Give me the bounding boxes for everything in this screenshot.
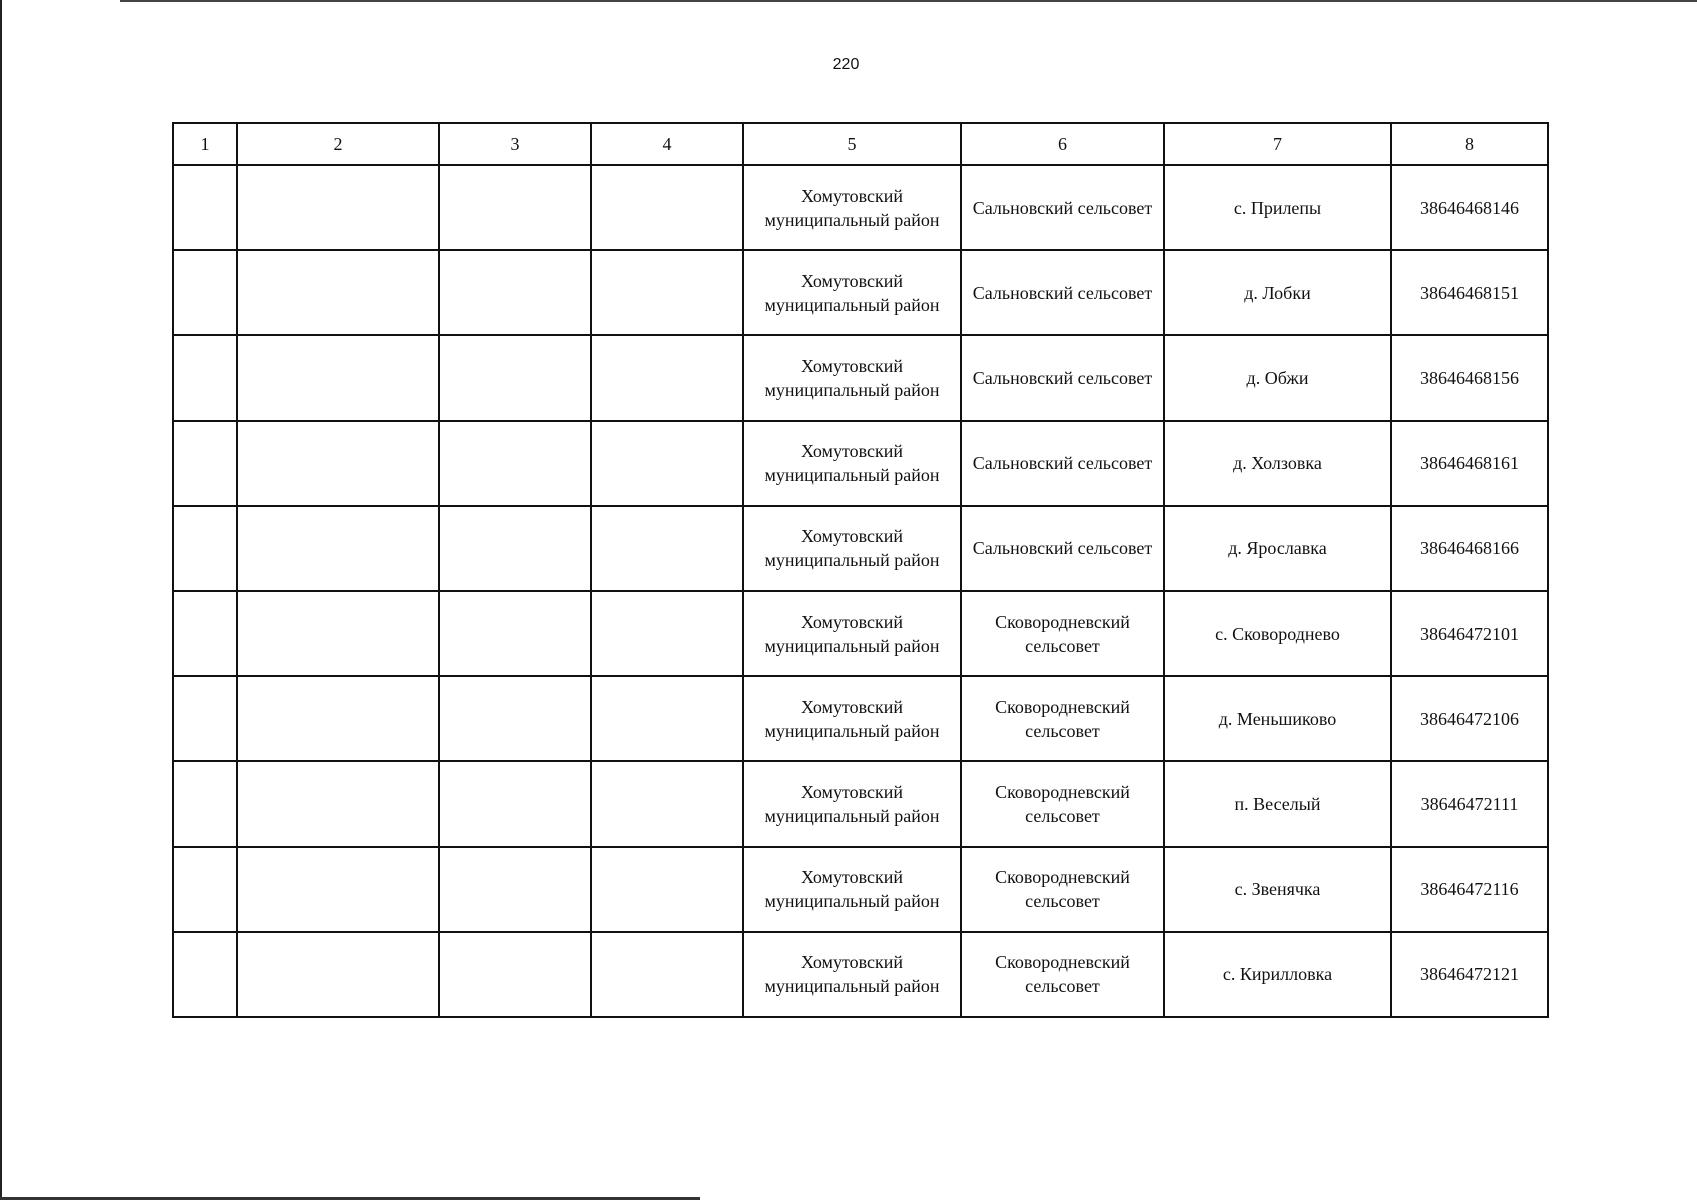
district-cell: Хомутовский муниципальный район (743, 335, 961, 420)
table-row (173, 847, 1548, 932)
header-row (173, 123, 1548, 165)
table-body (173, 165, 1548, 1017)
code-cell: 38646468146 (1391, 165, 1548, 250)
code-cell: 38646472116 (1391, 847, 1548, 932)
empty-cell (591, 165, 743, 250)
settlement-cell: п. Веселый (1164, 761, 1391, 846)
table-row (173, 506, 1548, 591)
council-cell: Сальновский сельсовет (961, 165, 1164, 250)
settlement-cell: д. Лобки (1164, 250, 1391, 335)
code-cell: 38646468161 (1391, 421, 1548, 506)
empty-cell (237, 676, 439, 761)
district-cell: Хомутовский муниципальный район (743, 165, 961, 250)
empty-cell (173, 506, 237, 591)
empty-cell (439, 847, 591, 932)
district-cell: Хомутовский муниципальный район (743, 506, 961, 591)
empty-cell (173, 591, 237, 676)
code-cell: 38646472101 (1391, 591, 1548, 676)
district-cell: Хомутовский муниципальный район (743, 932, 961, 1017)
settlement-cell: с. Кирилловка (1164, 932, 1391, 1017)
empty-cell (237, 761, 439, 846)
empty-cell (439, 676, 591, 761)
table-row (173, 250, 1548, 335)
code-cell: 38646468156 (1391, 335, 1548, 420)
empty-cell (237, 591, 439, 676)
empty-cell (237, 335, 439, 420)
table-header (173, 123, 1548, 165)
code-cell: 38646468151 (1391, 250, 1548, 335)
council-cell: Сковородневский сельсовет (961, 932, 1164, 1017)
empty-cell (173, 676, 237, 761)
empty-cell (237, 421, 439, 506)
table-row (173, 676, 1548, 761)
council-cell: Сальновский сельсовет (961, 335, 1164, 420)
council-cell: Сальновский сельсовет (961, 421, 1164, 506)
table-row (173, 932, 1548, 1017)
empty-cell (591, 250, 743, 335)
table-row (173, 591, 1548, 676)
council-cell: Сальновский сельсовет (961, 250, 1164, 335)
empty-cell (439, 165, 591, 250)
council-cell: Сковородневский сельсовет (961, 847, 1164, 932)
settlement-cell: с. Прилепы (1164, 165, 1391, 250)
column-header: 4 (591, 123, 743, 165)
column-header: 2 (237, 123, 439, 165)
empty-cell (173, 932, 237, 1017)
council-cell: Сальновский сельсовет (961, 506, 1164, 591)
council-cell: Сковородневский сельсовет (961, 676, 1164, 761)
empty-cell (237, 506, 439, 591)
empty-cell (591, 591, 743, 676)
register-table (172, 122, 1549, 1018)
district-cell: Хомутовский муниципальный район (743, 676, 961, 761)
page-number: 220 (832, 56, 860, 73)
table-row (173, 761, 1548, 846)
settlement-cell: д. Ярославка (1164, 506, 1391, 591)
column-header: 7 (1164, 123, 1391, 165)
empty-cell (591, 847, 743, 932)
council-cell: Сковородневский сельсовет (961, 591, 1164, 676)
empty-cell (173, 335, 237, 420)
empty-cell (439, 506, 591, 591)
district-cell: Хомутовский муниципальный район (743, 421, 961, 506)
table-row (173, 165, 1548, 250)
column-header: 6 (961, 123, 1164, 165)
table-row (173, 335, 1548, 420)
column-header: 1 (173, 123, 237, 165)
district-cell: Хомутовский муниципальный район (743, 591, 961, 676)
empty-cell (439, 761, 591, 846)
column-header: 3 (439, 123, 591, 165)
district-cell: Хомутовский муниципальный район (743, 847, 961, 932)
empty-cell (237, 932, 439, 1017)
settlement-cell: д. Меньшиково (1164, 676, 1391, 761)
code-cell: 38646472111 (1391, 761, 1548, 846)
empty-cell (439, 335, 591, 420)
empty-cell (237, 847, 439, 932)
empty-cell (439, 932, 591, 1017)
settlement-cell: д. Обжи (1164, 335, 1391, 420)
empty-cell (591, 676, 743, 761)
empty-cell (173, 421, 237, 506)
settlement-cell: с. Звенячка (1164, 847, 1391, 932)
empty-cell (591, 506, 743, 591)
empty-cell (591, 421, 743, 506)
empty-cell (591, 335, 743, 420)
council-cell: Сковородневский сельсовет (961, 761, 1164, 846)
settlement-cell: с. Сковороднево (1164, 591, 1391, 676)
table-row (173, 421, 1548, 506)
empty-cell (237, 250, 439, 335)
empty-cell (173, 761, 237, 846)
empty-cell (173, 165, 237, 250)
empty-cell (173, 250, 237, 335)
empty-cell (173, 847, 237, 932)
empty-cell (237, 165, 439, 250)
column-header: 8 (1391, 123, 1548, 165)
code-cell: 38646468166 (1391, 506, 1548, 591)
empty-cell (439, 250, 591, 335)
scan-border-left (0, 0, 2, 1200)
empty-cell (591, 932, 743, 1017)
column-header: 5 (743, 123, 961, 165)
empty-cell (591, 761, 743, 846)
empty-cell (439, 591, 591, 676)
code-cell: 38646472106 (1391, 676, 1548, 761)
empty-cell (439, 421, 591, 506)
district-cell: Хомутовский муниципальный район (743, 761, 961, 846)
settlement-cell: д. Холзовка (1164, 421, 1391, 506)
district-cell: Хомутовский муниципальный район (743, 250, 961, 335)
code-cell: 38646472121 (1391, 932, 1548, 1017)
scan-border-top (120, 0, 1697, 2)
